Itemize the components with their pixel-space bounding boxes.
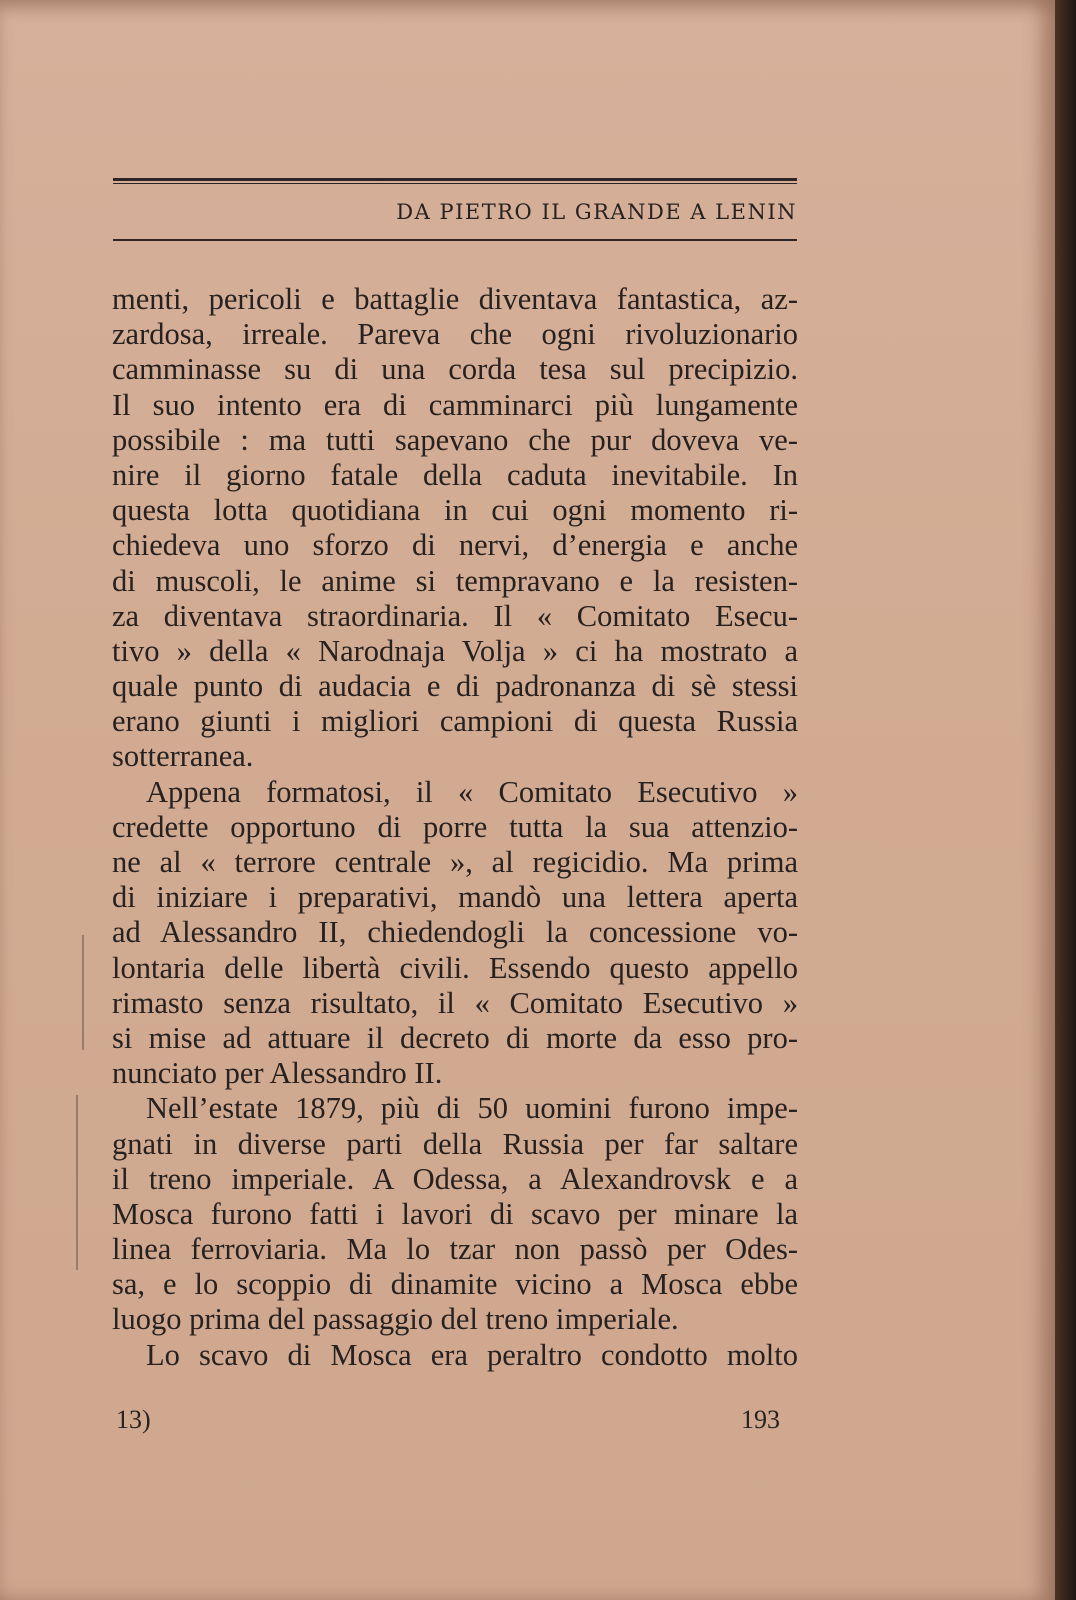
text-line: Lo scavo di Mosca era peraltro condotto molto [146,1337,798,1372]
text-line: Mosca furono fatti i lavori di scavo per minare la [112,1196,798,1231]
signature-mark: 13) [116,1405,151,1434]
text-line: possibile : ma tutti sapevano che pur doveva ve- [112,422,798,457]
text-line: nire il giorno fatale della caduta inevitabile. In [112,457,798,492]
text-line: Il suo intento era di camminarci più lungamente [112,387,798,422]
margin-pencil-mark [82,935,84,1050]
text-line: luogo prima del passaggio del treno imperiale. [112,1302,679,1337]
text-line: sotterranea. [112,739,254,774]
body-text [112,282,798,1373]
text-line: ne al « terrore centrale », al regicidio. Ma prima [112,845,798,879]
text-line: za diventava straordinaria. Il « Comitato Esecu- [112,598,798,633]
text-line: questa lotta quotidiana in cui ogni momento ri- [112,493,798,528]
text-line: credette opportuno di porre tutta la sua attenzio- [112,809,798,844]
text-line: gnati in diverse parti della Russia per far saltare [112,1126,798,1161]
text-line: linea ferroviaria. Ma lo tzar non passò per Odes- [112,1232,798,1267]
running-head: DA PIETRO IL GRANDE A LENIN [396,200,797,224]
text-line: erano giunti i migliori campioni di questa Russia [112,704,798,739]
book-edge [1055,0,1076,1600]
page-number: 193 [741,1405,780,1434]
header-rule [113,239,797,241]
text-line: nunciato per Alessandro II. [112,1056,443,1091]
text-line: camminasse su di una corda tesa sul precipizio. [112,352,798,387]
text-line: Appena formatosi, il « Comitato Esecutivo » [146,774,798,809]
text-line: ad Alessandro II, chiedendogli la concessione vo- [112,915,798,950]
text-line: zardosa, irreale. Pareva che ogni rivoluzionario [112,317,798,352]
text-line: Nell’estate 1879, più di 50 uomini furono impe- [146,1091,798,1126]
text-line: tivo » della « Narodnaja Volja » ci ha mostrato a [112,633,798,668]
text-line: chiedeva uno sforzo di nervi, d’energia e anche [112,528,798,563]
text-line: sa, e lo scoppio di dinamite vicino a Mosca ebbe [112,1267,798,1302]
text-line: il treno imperiale. A Odessa, a Alexandrovsk e a [112,1161,798,1196]
text-line: menti, pericoli e battaglie diventava fantastica, az- [112,282,798,316]
text-line: si mise ad attuare il decreto di morte da esso pro- [112,1020,798,1055]
text-line: di iniziare i preparativi, mandò una lettera aperta [112,880,798,915]
text-line: quale punto di audacia e di padronanza di sè stessi [112,669,798,704]
text-line: di muscoli, le anime si tempravano e la resisten- [112,563,798,598]
text-line: rimasto senza risultato, il « Comitato Esecutivo » [112,985,798,1020]
text-line: lontaria delle libertà civili. Essendo questo appello [112,950,798,985]
margin-pencil-mark [76,1095,78,1270]
header-rule-double [113,178,797,184]
